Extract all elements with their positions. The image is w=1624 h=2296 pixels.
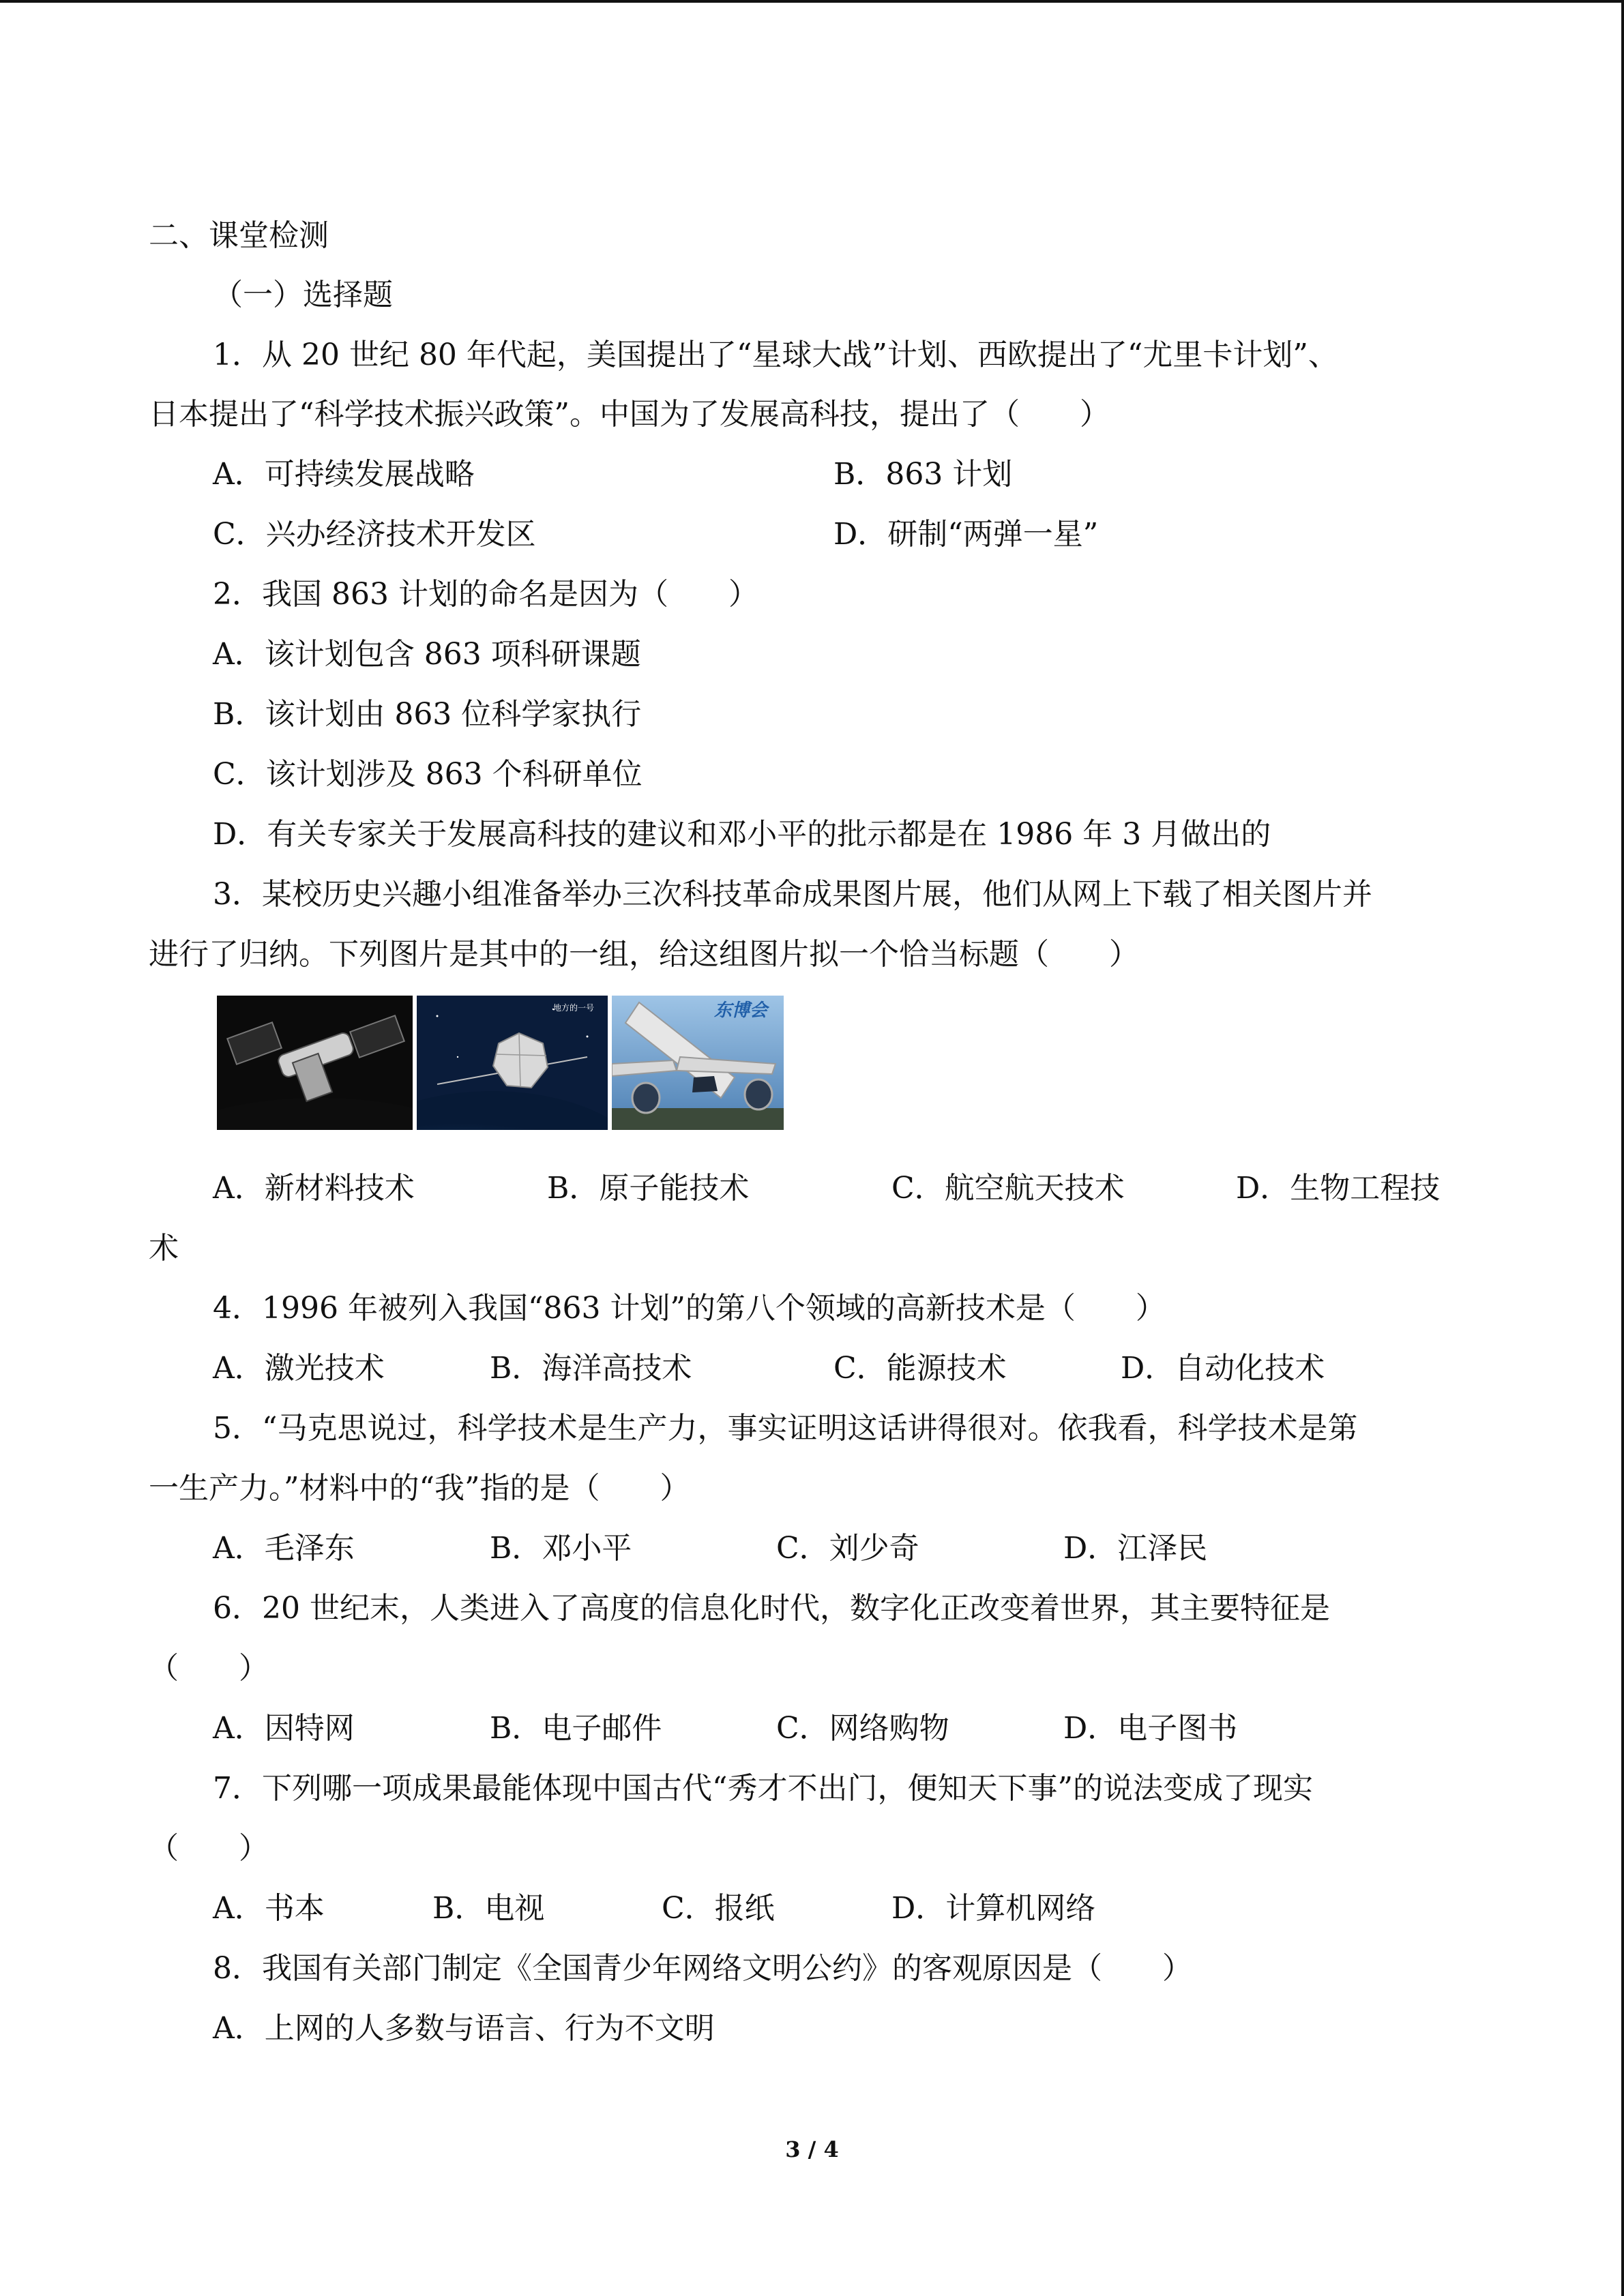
q2-option-c[interactable]: C．该计划涉及 863 个科研单位 — [213, 757, 643, 792]
q6-option-c[interactable]: C．网络购物 — [776, 1711, 949, 1746]
subsection-title: （一）选择题 — [213, 278, 393, 312]
q3-stem-line-2: 进行了归纳。下列图片是其中的一组，给这组图片拟一个恰当标题（ ） — [149, 937, 1139, 972]
q2-option-a[interactable]: A．该计划包含 863 项科研课题 — [213, 637, 641, 672]
q5-stem-line-1: 5．“马克思说过，科学技术是生产力，事实证明这话讲得很对。依我看，科学技术是第 — [213, 1411, 1358, 1446]
q6-option-b[interactable]: B．电子邮件 — [490, 1711, 662, 1746]
q1-option-d[interactable]: D．研制“两弹一星” — [833, 517, 1099, 552]
section-title: 二、课堂检测 — [149, 218, 329, 253]
q7-option-c[interactable]: C．报纸 — [662, 1891, 775, 1926]
q6-option-d[interactable]: D．电子图书 — [1063, 1711, 1238, 1746]
q1-stem-line-1: 1．从 20 世纪 80 年代起，美国提出了“星球大战”计划、西欧提出了“尤里卡计划”、 — [213, 338, 1338, 372]
q2-option-d[interactable]: D．有关专家关于发展高科技的建议和邓小平的批示都是在 1986 年 3 月做出的 — [213, 817, 1271, 852]
q6-option-a[interactable]: A．因特网 — [213, 1711, 355, 1746]
q3-option-b[interactable]: B．原子能技术 — [547, 1171, 750, 1206]
page-number: 3 / 4 — [785, 2136, 839, 2162]
space-station-photo — [217, 996, 413, 1130]
q7-option-a[interactable]: A．书本 — [213, 1891, 325, 1926]
right-border — [1621, 0, 1624, 2296]
q1-option-c[interactable]: C．兴办经济技术开发区 — [213, 517, 536, 552]
q5-stem-line-2: 一生产力。”材料中的“我”指的是（ ） — [149, 1471, 690, 1506]
q7-option-d[interactable]: D．计算机网络 — [891, 1891, 1096, 1926]
q5-option-c[interactable]: C．刘少奇 — [776, 1531, 919, 1566]
satellite-caption: 地方的一号 — [553, 1003, 595, 1013]
airliner-photo — [612, 996, 784, 1130]
q7-stem-line-2: （ ） — [149, 1831, 269, 1866]
q6-stem-line-2: （ ） — [149, 1651, 269, 1686]
q4-stem-line-1: 4．1996 年被列入我国“863 计划”的第八个领域的高新技术是（ ） — [213, 1291, 1166, 1326]
q1-option-b[interactable]: B．863 计划 — [833, 457, 1013, 492]
q4-option-a[interactable]: A．激光技术 — [213, 1351, 385, 1386]
q4-option-b[interactable]: B．海洋高技术 — [490, 1351, 692, 1386]
top-border — [0, 0, 1624, 3]
q3-stem-line-1: 3．某校历史兴趣小组准备举办三次科技革命成果图片展，他们从网上下载了相关图片并 — [213, 877, 1372, 912]
q7-option-b[interactable]: B．电视 — [432, 1891, 545, 1926]
airliner-caption: 东博会 — [714, 1000, 768, 1021]
q5-option-d[interactable]: D．江泽民 — [1063, 1531, 1208, 1566]
q3-option-d-wrap: 术 — [149, 1231, 179, 1266]
q3-option-c[interactable]: C．航空航天技术 — [891, 1171, 1125, 1206]
q3-option-a[interactable]: A．新材料技术 — [213, 1171, 415, 1206]
q3-option-d[interactable]: D．生物工程技 — [1236, 1171, 1441, 1206]
q5-option-a[interactable]: A．毛泽东 — [213, 1531, 355, 1566]
q5-option-b[interactable]: B．邓小平 — [490, 1531, 632, 1566]
q7-stem-line-1: 7．下列哪一项成果最能体现中国古代“秀才不出门，便知天下事”的说法变成了现实 — [213, 1771, 1313, 1806]
q6-stem-line-1: 6．20 世纪末，人类进入了高度的信息化时代，数字化正改变着世界，其主要特征是 — [213, 1591, 1330, 1626]
q1-option-a[interactable]: A．可持续发展战略 — [213, 457, 475, 492]
q1-stem-line-2: 日本提出了“科学技术振兴政策”。中国为了发展高科技，提出了（ ） — [149, 397, 1110, 432]
q2-stem-line-1: 2．我国 863 计划的命名是因为（ ） — [213, 577, 758, 612]
q8-stem-line-1: 8．我国有关部门制定《全国青少年网络文明公约》的客观原因是（ ） — [213, 1951, 1192, 1986]
satellite-photo — [417, 996, 608, 1130]
q4-option-d[interactable]: D．自动化技术 — [1121, 1351, 1325, 1386]
q2-option-b[interactable]: B．该计划由 863 位科学家执行 — [213, 697, 642, 732]
q4-option-c[interactable]: C．能源技术 — [833, 1351, 1007, 1386]
q8-option-a[interactable]: A．上网的人多数与语言、行为不文明 — [213, 2011, 715, 2046]
